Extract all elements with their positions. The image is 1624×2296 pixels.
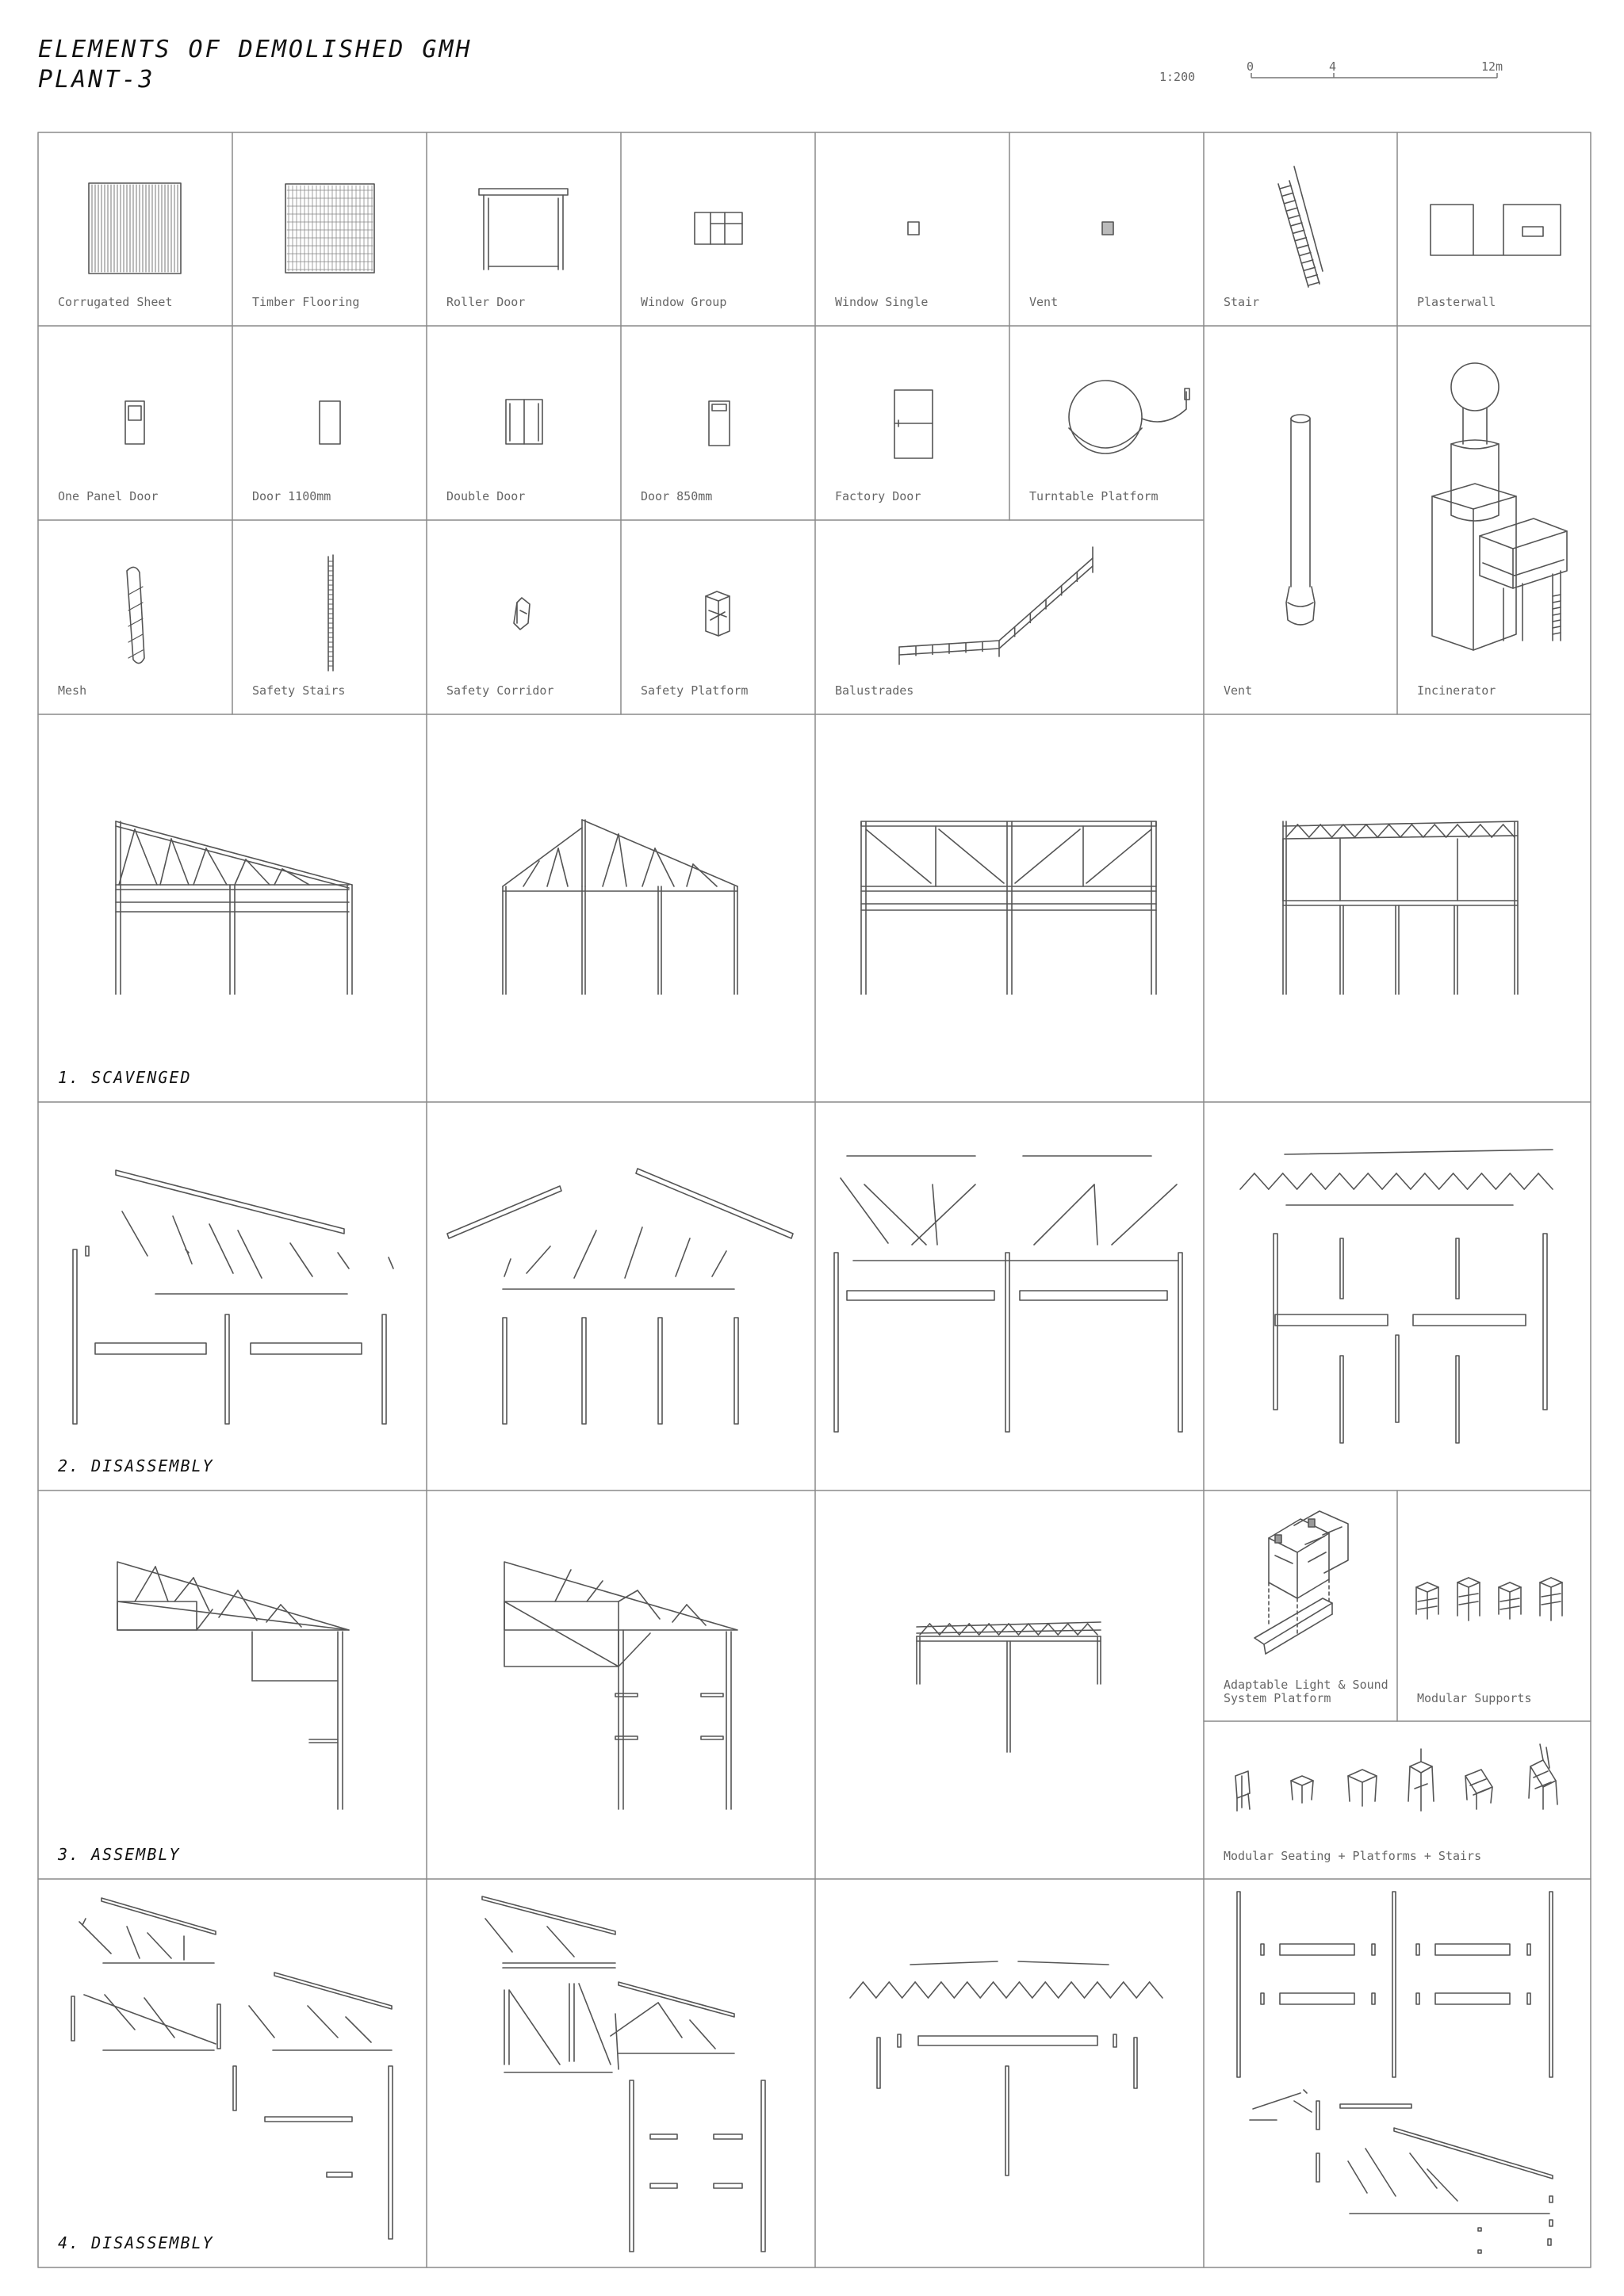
door-1100-drawing <box>320 401 340 444</box>
vent-small-drawing <box>1102 222 1113 235</box>
title-line-2: PLANT-3 <box>38 66 155 94</box>
disassembly-2-frame-4 <box>1237 1892 1553 2253</box>
section-assembly: 3. ASSEMBLY <box>58 1845 181 1864</box>
modular-seating-drawing <box>1235 1744 1557 1811</box>
door-850-drawing <box>709 401 730 446</box>
assembly-frame-2 <box>504 1562 737 1809</box>
disassembly-frame-2 <box>447 1169 793 1424</box>
scavenged-frame-3 <box>861 821 1156 994</box>
scavenged-frame-2 <box>503 820 737 994</box>
timber-flooring-drawing <box>285 184 374 273</box>
assembly-frame-3 <box>917 1622 1101 1752</box>
label-incinerator: Incinerator <box>1417 683 1496 698</box>
safety-corridor-drawing <box>514 598 530 629</box>
scale-tick-12: 12m <box>1481 59 1503 74</box>
label-turntable-platform: Turntable Platform <box>1029 489 1159 503</box>
disassembly-2-frame-1 <box>71 1898 393 2239</box>
scavenged-frame-1 <box>116 821 352 994</box>
label-plasterwall: Plasterwall <box>1417 295 1496 309</box>
label-door-1100: Door 1100mm <box>252 489 331 503</box>
double-door-drawing <box>506 400 542 444</box>
label-stair: Stair <box>1224 295 1260 309</box>
label-corrugated-sheet: Corrugated Sheet <box>58 295 173 309</box>
one-panel-door-drawing <box>125 401 144 444</box>
turntable-platform-drawing <box>1069 381 1189 453</box>
grid-lines <box>38 132 1591 2267</box>
safety-platform-drawing <box>706 591 730 636</box>
label-modular-supports: Modular Supports <box>1417 1691 1532 1705</box>
label-safety-corridor: Safety Corridor <box>446 683 554 698</box>
scale-ratio: 1:200 <box>1159 70 1196 84</box>
label-vent-small: Vent <box>1029 295 1059 309</box>
label-balustrades: Balustrades <box>835 683 914 698</box>
section-disassembly-1: 2. DISASSEMBLY <box>58 1456 214 1475</box>
label-door-850: Door 850mm <box>641 489 713 503</box>
title-line-1: ELEMENTS OF DEMOLISHED GMH <box>38 36 473 63</box>
label-safety-stairs: Safety Stairs <box>252 683 346 698</box>
mesh-drawing <box>127 567 144 663</box>
factory-door-drawing <box>894 390 933 458</box>
label-mesh: Mesh <box>58 683 87 698</box>
balustrades-drawing <box>899 547 1093 664</box>
window-single-drawing <box>908 222 919 235</box>
label-double-door: Double Door <box>446 489 526 503</box>
label-timber-flooring: Timber Flooring <box>252 295 360 309</box>
label-window-single: Window Single <box>835 295 929 309</box>
label-light-sound-platform: Adaptable Light & Sound System Platform <box>1224 1678 1388 1705</box>
scale-tick-0: 0 <box>1247 59 1254 74</box>
label-safety-platform: Safety Platform <box>641 683 749 698</box>
modular-supports-drawing <box>1416 1578 1562 1621</box>
label-one-panel-door: One Panel Door <box>58 489 159 503</box>
stair-drawing <box>1278 166 1323 287</box>
section-disassembly-2: 4. DISASSEMBLY <box>58 2233 214 2252</box>
light-sound-platform-drawing <box>1254 1511 1348 1654</box>
disassembly-2-frame-2 <box>482 1896 765 2252</box>
scavenged-frame-4 <box>1283 821 1518 994</box>
assembly-frame-1 <box>117 1562 349 1809</box>
section-scavenged: 1. SCAVENGED <box>58 1068 192 1087</box>
incinerator-drawing <box>1432 363 1567 650</box>
disassembly-frame-1 <box>73 1170 393 1424</box>
plasterwall-drawing <box>1431 205 1561 255</box>
label-vent-tall: Vent <box>1224 683 1253 698</box>
disassembly-2-frame-3 <box>850 1961 1162 2175</box>
safety-stairs-drawing <box>328 555 333 671</box>
disassembly-frame-3 <box>834 1156 1182 1432</box>
disassembly-frame-4 <box>1240 1150 1553 1443</box>
label-roller-door: Roller Door <box>446 295 526 309</box>
label-window-group: Window Group <box>641 295 727 309</box>
window-group-drawing <box>695 212 742 244</box>
label-modular-seating: Modular Seating + Platforms + Stairs <box>1224 1849 1482 1863</box>
corrugated-sheet-drawing <box>89 183 181 274</box>
scale-tick-4: 4 <box>1329 59 1337 74</box>
label-factory-door: Factory Door <box>835 489 921 503</box>
vent-tall-drawing <box>1286 415 1315 625</box>
roller-door-drawing <box>479 189 568 270</box>
